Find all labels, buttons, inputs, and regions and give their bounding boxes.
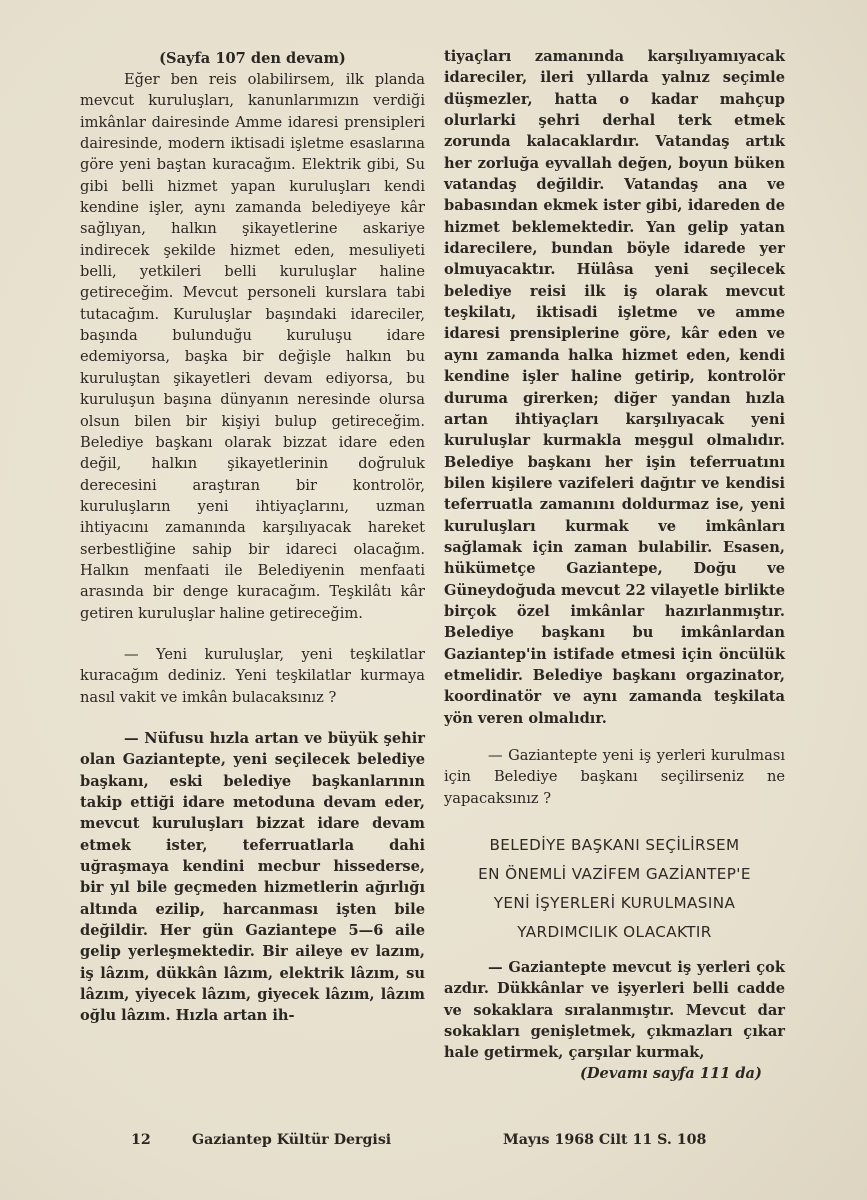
headline-line-1: BELEDİYE BAŞKANI SEÇİLİRSEM xyxy=(489,836,740,855)
continued-on-note: (Devamı sayfa 111 da) xyxy=(580,1065,762,1082)
headline-line-3: YENİ İŞYERLERİ KURULMASINA xyxy=(493,894,736,913)
body-paragraph: tiyaçları zamanında karşılıyamıyacak idareciler, ileri yıllarda yalnız seçimle düşmezler, hatta o kadar mahçup olurlarki şehri derhal terk etmek zorunda kalacaklardır. Vatandaş artık her zorluğa eyvallah değen, boyun büken vatandaş değildir. Vatandaş ana ve babasından ekmek ister gibi, idareden de hizmet beklemektedir. Yan gelip yatan idarecilere, bundan böyle idarede yer olmuyacaktır. Hülâsa yeni seçilecek belediye reisi ilk iş olarak mevcut teşkilatı, iktisadi işletme ve amme idaresi prensiplerine göre, kâr eden ve aynı zamanda halka hizmet eden, kendi kendine işler haline getirip, kontrolör duruma girerken; diğer yandan hızla artan ihtiyaçları karşılıyacak yeni kuruluşlar kurmakla meşgul olmalıdır. Belediye başkanı her işin teferruatını bilen kişilere vazifeleri dağıtır ve kendisi teferruatla zamanını doldurmaz ise, yeni kuruluşları kurmak ve imkânları sağlamak için zaman bulabilir. Esasen, hükümetçe Gaziantepe, Doğu ve Güneydoğuda mevcut 22 vilayetle birlikte birçok özel imkânlar hazırlanmıştır. Belediye başkanı bu imkânlardan Gaziantep'in istifade etmesi için öncülük etmelidir. Belediye başkanı orgazinator, koordinatör ve aynı zamanda teşkilata yön veren olmalıdır. xyxy=(444,48,785,727)
left-column xyxy=(80,48,425,1027)
right-column xyxy=(444,46,785,1064)
interview-question: — Gaziantepte yeni iş yerleri kurulması için Belediye başkanı seçilirseniz ne yapacaksınız ? xyxy=(444,747,785,807)
body-paragraph: — Nüfusu hızla artan ve büyük şehir olan Gaziantepte, yeni seçilecek belediye başkanı, eski belediye başkanlarının takip ettiği idare metoduna devam eder, mevcut kuruluşları bizzat idare devam etmek ister, teferruatlarla dahi uğraşmaya kendini mecbur hissederse, bir yıl bile geçmeden hizmetlerin ağırlığı altında ezilip, harcanması işten bile değildir. Her gün Gaziantepe 5—6 aile gelip yerleşmektedir. Bir aileye ev lazım, iş lâzım, dükkân lâzım, elektrik lâzım, su lâzım, yiyecek lâzım, giyecek lâzım, lâzım oğlu lâzım. Hızla artan ih- xyxy=(80,729,425,1025)
body-paragraph: — Gaziantepte mevcut iş yerleri çok azdır. Dükkânlar ve işyerleri belli cadde ve sokaklara sıralanmıştır. Mevcut dar sokakları genişletmek, çıkmazları çıkar hale getirmek, çarşılar kurmak, xyxy=(444,959,785,1062)
issue-date: Mayıs 1968 Cilt 11 S. 108 xyxy=(503,1132,707,1148)
continued-from-note: (Sayfa 107 den devam) xyxy=(159,50,346,67)
headline-line-2: EN ÖNEMLİ VAZİFEM GAZİANTEP'E xyxy=(478,865,751,884)
body-paragraph: Eğer ben reis olabilirsem, ilk planda mevcut kuruluşları, kanunlarımızın verdiği imkânlar dairesinde Amme idaresi prensipleri dairesinde, modern iktisadi işletme esaslarına göre yeni baştan kuracağım. Elektrik gibi, Su gibi belli hizmet yapan kuruluşları kendi kendine işler, aynı zamanda belediyeye kâr sağlıyan, halkın şikayetlerine askariye indirecek şekilde hizmet eden, mesuliyeti belli, yetkileri belli kuruluşlar haline getireceğim. Mevcut personeli kurslara tabi tutacağım. Kuruluşlar başındaki idareciler, başında bulunduğu kuruluşu idare edemiyorsa, başka bir değişle halkın bu kuruluştan şikayetleri devam ediyorsa, bu kuruluşun başına dünyanın neresinde olursa olsun bilen bir kişiyi bulup getireceğim. Belediye başkanı olarak bizzat idare eden değil, halkın şikayetlerinin doğruluk derecesini araştıran bir kontrolör, kuruluşların yeni ihtiyaçlarını, uzman ihtiyacını zamanında karşılıyacak hareket serbestliğine sahip bir idareci olacağım. Halkın menfaati ile Belediyenin menfaati arasında bir denge kuracağım. Teşkilâtı kâr getiren kuruluşlar haline getireceğim. xyxy=(80,71,425,622)
headline-line-4: YARDIMCILIK OLACAKTIR xyxy=(517,923,712,942)
page-number: 12 xyxy=(131,1132,151,1148)
section-headline xyxy=(444,831,785,947)
interview-question: — Yeni kuruluşlar, yeni teşkilatlar kuracağım dediniz. Yeni teşkilatlar kurmaya nasıl vakit ve imkân bulacaksınız ? xyxy=(80,645,425,706)
journal-title: Gaziantep Kültür Dergisi xyxy=(192,1132,392,1148)
